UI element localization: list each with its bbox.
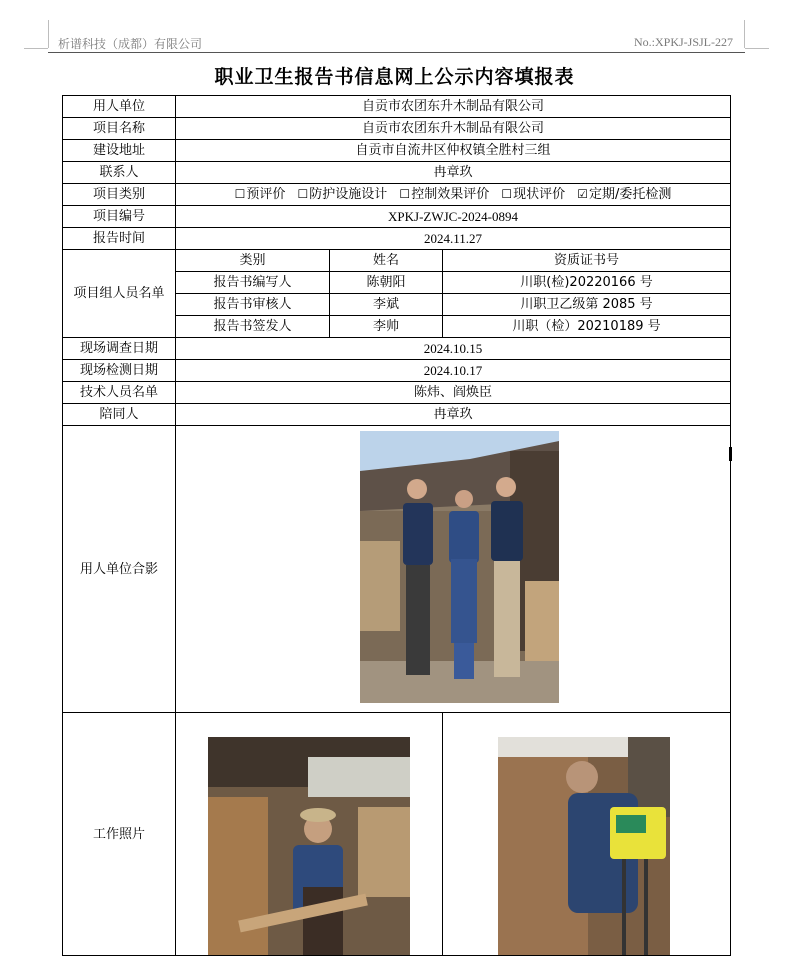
document-title: 职业卫生报告书信息网上公示内容填报表 <box>214 66 575 88</box>
team-header-name: 姓名 <box>330 250 443 272</box>
table-row <box>63 250 731 272</box>
group-photo <box>360 431 559 703</box>
team-role: 报告书编写人 <box>176 272 330 294</box>
checkbox-unchecked[interactable]: ☐ <box>234 187 246 201</box>
group-photo-image <box>360 431 559 703</box>
label-team: 项目组人员名单 <box>63 250 176 338</box>
label-employer: 用人单位 <box>63 96 176 118</box>
type-option-protection-design[interactable]: ☐防护设施设计 <box>297 187 388 202</box>
label-survey-date: 现场调查日期 <box>63 338 176 360</box>
header-corner-mark <box>744 20 745 48</box>
header-corner-mark <box>24 48 48 49</box>
value-report-time: 2024.11.27 <box>176 228 731 250</box>
label-project-no: 项目编号 <box>63 206 176 228</box>
table-row <box>63 404 731 426</box>
value-project-name: 自贡市农团东升木制品有限公司 <box>176 118 731 140</box>
type-option-pre-evaluation[interactable]: ☐预评价 <box>234 187 286 202</box>
team-cert: 川职(检)20220166 号 <box>443 272 731 294</box>
team-name: 李帅 <box>330 316 443 338</box>
value-project-no: XPKJ-ZWJC-2024-0894 <box>176 206 731 228</box>
table-row <box>63 228 731 250</box>
value-contact: 冉章玖 <box>176 162 731 184</box>
checkbox-unchecked[interactable]: ☐ <box>297 187 309 201</box>
checkbox-unchecked[interactable]: ☐ <box>399 187 411 201</box>
table-row <box>63 140 731 162</box>
team-cert: 川职卫乙级第 2085 号 <box>443 294 731 316</box>
label-project-type: 项目类别 <box>63 184 176 206</box>
table-row <box>63 382 731 404</box>
type-option-status-evaluation[interactable]: ☐现状评价 <box>501 187 566 202</box>
label-group-photo: 用人单位合影 <box>63 426 176 713</box>
work-photo-cell-right <box>443 713 731 956</box>
team-role: 报告书签发人 <box>176 316 330 338</box>
label-address: 建设地址 <box>63 140 176 162</box>
work-photo-left-image <box>208 737 410 956</box>
table-row <box>63 184 731 206</box>
checkbox-checked[interactable]: ☑ <box>577 187 589 201</box>
work-photo-right-image <box>498 737 670 956</box>
label-contact: 联系人 <box>63 162 176 184</box>
type-option-control-effect[interactable]: ☐控制效果评价 <box>399 187 490 202</box>
value-test-date: 2024.10.17 <box>176 360 731 382</box>
table-row <box>63 162 731 184</box>
work-photo-left <box>208 737 410 956</box>
checkbox-unchecked[interactable]: ☐ <box>501 187 513 201</box>
header-corner-mark <box>48 20 49 48</box>
table-row <box>63 426 731 713</box>
value-address: 自贡市自流井区仲权镇全胜村三组 <box>176 140 731 162</box>
table-row <box>63 338 731 360</box>
label-test-date: 现场检测日期 <box>63 360 176 382</box>
label-project-name: 项目名称 <box>63 118 176 140</box>
value-survey-date: 2024.10.15 <box>176 338 731 360</box>
value-project-type <box>176 184 731 206</box>
label-work-photo: 工作照片 <box>63 713 176 956</box>
label-technicians: 技术人员名单 <box>63 382 176 404</box>
work-photo-right <box>498 737 670 956</box>
value-employer: 自贡市农团东升木制品有限公司 <box>176 96 731 118</box>
info-table <box>62 95 731 956</box>
header-rule <box>48 52 745 53</box>
team-name: 李斌 <box>330 294 443 316</box>
table-row <box>63 360 731 382</box>
table-row <box>63 96 731 118</box>
type-option-periodic-testing[interactable]: ☑定期/委托检测 <box>577 187 672 202</box>
label-report-time: 报告时间 <box>63 228 176 250</box>
team-cert: 川职（检）20210189 号 <box>443 316 731 338</box>
team-header-cert: 资质证书号 <box>443 250 731 272</box>
header-doc-number: No.:XPKJ-JSJL-227 <box>633 35 733 49</box>
work-photo-cell <box>176 713 443 956</box>
table-row <box>63 118 731 140</box>
header-company: 析谱科技（成都）有限公司 <box>58 37 203 51</box>
table-row <box>63 713 731 956</box>
table-row <box>63 206 731 228</box>
value-companion: 冉章玖 <box>176 404 731 426</box>
team-header-role: 类别 <box>176 250 330 272</box>
header-corner-mark <box>745 48 769 49</box>
value-technicians: 陈炜、阎焕臣 <box>176 382 731 404</box>
team-name: 陈朝阳 <box>330 272 443 294</box>
label-companion: 陪同人 <box>63 404 176 426</box>
team-role: 报告书审核人 <box>176 294 330 316</box>
group-photo-cell <box>176 426 731 713</box>
